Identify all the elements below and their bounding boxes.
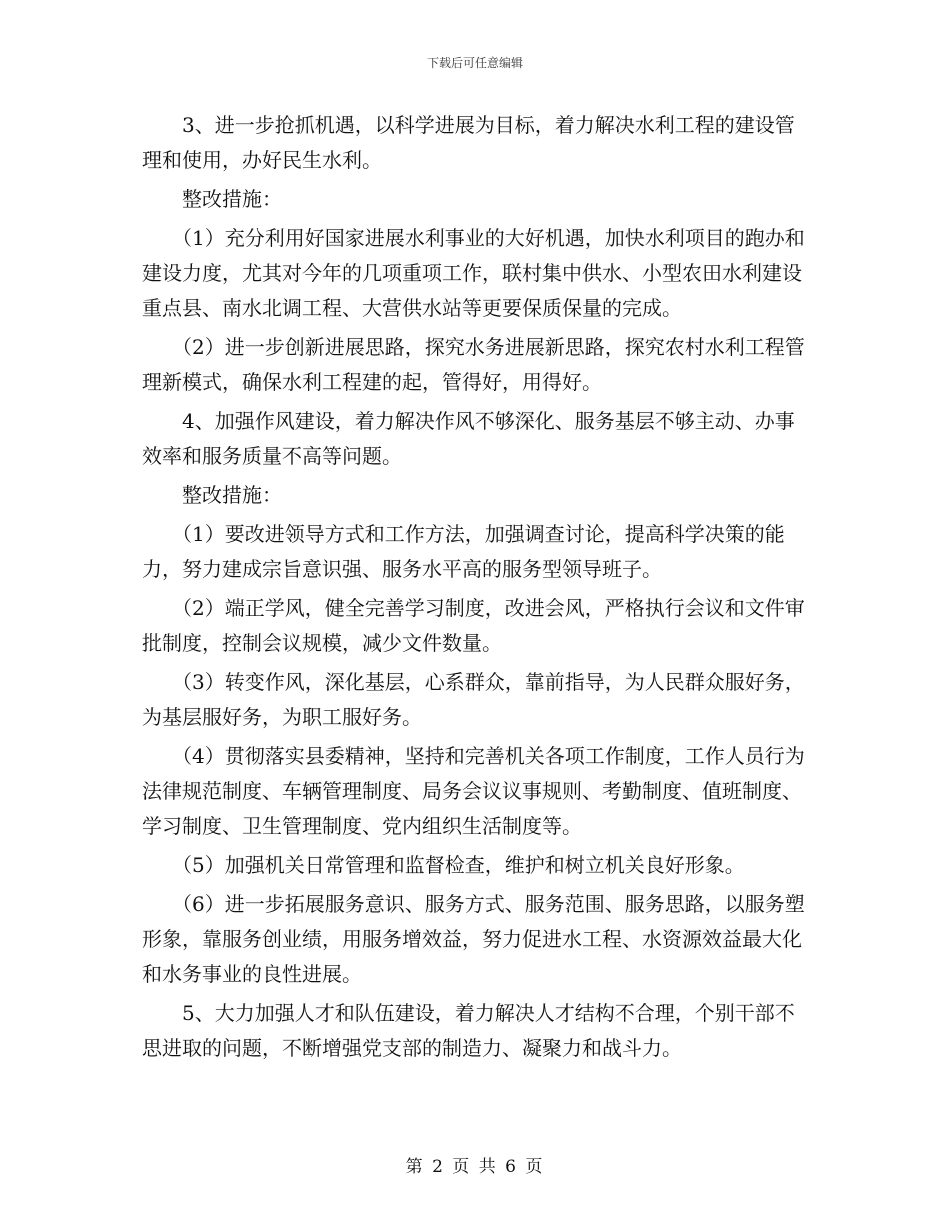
page-number-footer: 第 2 页 共 6 页 (405, 1157, 545, 1177)
paragraph-3-heading: 3、进一步抢抓机遇，以科学进展为目标，着力解决水利工程的建设管理和使用，办好民生水利。 (142, 113, 795, 172)
measure-item: （2）进一步创新进展思路，探究水务进展新思路，探究农村水利工程管理新模式，确保水利工程建的起，管得好，用得好。 (142, 335, 805, 394)
measure-item: （6）进一步拓展服务意识、服务方式、服务范围、服务思路，以服务塑形象，靠服务创业绩，用服务增效益，努力促进水工程、水资源效益最大化和水务事业的良性进展。 (142, 892, 805, 986)
measure-item: （1）要改进领导方式和工作方法，加强调查讨论，提高科学决策的能力，努力建成宗旨意识强、服务水平高的服务型领导班子。 (142, 522, 785, 581)
rectification-label: 整改措施： (182, 483, 282, 507)
document-body (142, 108, 810, 1070)
measure-item: （1）充分利用好国家进展水利事业的大好机遇，加快水利项目的跑办和建设力度，尤其对今年的几项重项工作，联村集中供水、小型农田水利建设重点县、南水北调工程、大营供水站等更要保质保量的完成。 (142, 226, 805, 320)
measure-item: （5）加强机关日常管理和监督检查，维护和树立机关良好形象。 (172, 853, 745, 877)
measure-item: （3）转变作风，深化基层，心系群众，靠前指导，为人民群众服好务，为基层服好务，为职工服好务。 (142, 670, 805, 729)
rectification-label: 整改措施： (182, 187, 282, 211)
paragraph-5-heading: 5、大力加强人才和队伍建设，着力解决人才结构不合理，个别干部不思进取的问题，不断增强党支部的制造力、凝聚力和战斗力。 (142, 1001, 795, 1060)
paragraph-4-heading: 4、加强作风建设，着力解决作风不够深化、服务基层不够主动、办事效率和服务质量不高等问题。 (142, 409, 795, 468)
measure-item: （2）端正学风，健全完善学习制度，改进会风，严格执行会议和文件审批制度，控制会议规模，减少文件数量。 (142, 596, 805, 655)
measure-item: （4）贯彻落实县委精神，坚持和完善机关各项工作制度，工作人员行为法律规范制度、车辆管理制度、局务会议议事规则、考勤制度、值班制度、学习制度、卫生管理制度、党内组织生活制度等。 (142, 744, 805, 838)
page-header: 下载后可任意编辑 (426, 56, 523, 70)
